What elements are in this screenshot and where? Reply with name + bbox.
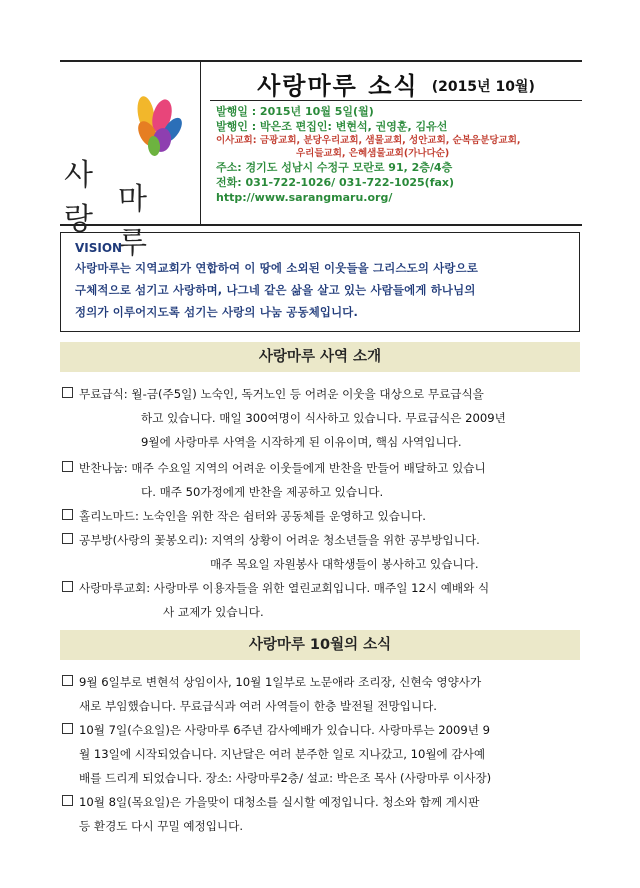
list-item: 홀리노마드: 노숙인을 위한 작은 쉼터와 공동체를 운영하고 있습니다.: [62, 504, 426, 528]
checkbox-icon: [62, 581, 73, 592]
checkbox-icon: [62, 533, 73, 544]
logo-text-bottom: 마루: [118, 182, 148, 261]
vision-text: [75, 257, 569, 323]
checkbox-icon: [62, 509, 73, 520]
phone-line: 전화: 031-722-1026/ 031-722-1025(fax): [216, 176, 455, 189]
list-item: 10월 7일(수요일)은 사랑마루 6주년 감사예배가 있습니다. 사랑마루는 2009년 9: [62, 718, 490, 742]
list-item-cont: 배를 드리게 되었습니다. 장소: 사랑마루2층/ 설교: 박은조 목사 (사랑마루 이사장): [79, 771, 492, 785]
checkbox-icon: [62, 723, 73, 734]
list-item-cont: 사 교제가 있습니다.: [163, 605, 264, 619]
list-item: 무료급식: 월-금(주5일) 노숙인, 독거노인 등 어려운 이웃을 대상으로 무료급식을: [62, 382, 484, 406]
list-item-cont: 매주 목요일 자원봉사 대학생들이 봉사하고 있습니다.: [210, 557, 479, 571]
vision-line-1: 사랑마루는 지역교회가 연합하여 이 땅에 소외된 이웃들을 그리스도의 사랑으로: [75, 261, 479, 275]
list-item-cont: 다. 매주 50가정에게 반찬을 제공하고 있습니다.: [141, 485, 384, 499]
title-row: [210, 62, 582, 101]
vision-box: [60, 232, 580, 332]
list-item-cont: 등 환경도 다시 꾸밀 예정입니다.: [79, 819, 244, 833]
churches-line-2: 우리들교회, 은혜샘물교회(가나다순): [296, 148, 450, 159]
checkbox-icon: [62, 795, 73, 806]
churches-line-1: 이사교회: 금광교회, 분당우리교회, 샘물교회, 성안교회, 순복음분당교회,: [216, 135, 521, 146]
checkbox-icon: [62, 461, 73, 472]
list-item: 반찬나눔: 매주 수요일 지역의 어려운 이웃들에게 반찬을 만들어 배달하고 있습니: [62, 456, 486, 480]
list-item-cont: 9월에 사랑마루 사역을 시작하게 된 이유이며, 핵심 사역입니다.: [141, 435, 462, 449]
section-title-ministry: 사랑마루 사역 소개: [60, 342, 580, 372]
list-item: 9월 6일부로 변현석 상임이사, 10월 1일부로 노문애라 조리장, 신현숙 영양사가: [62, 670, 481, 694]
checkbox-icon: [62, 675, 73, 686]
list-item-cont: 하고 있습니다. 매일 300여명이 식사하고 있습니다. 무료급식은 2009년: [141, 411, 506, 425]
vision-line-3: 정의가 이루어지도록 섬기는 사랑의 나눔 공동체입니다.: [75, 305, 359, 319]
vision-title: VISION: [75, 241, 123, 255]
list-item-cont: 새로 부임했습니다. 무료급식과 여러 사역들이 한층 발전될 전망입니다.: [79, 699, 437, 713]
issue-date: 발행일 : 2015년 10월 5일(월): [216, 105, 374, 118]
address-line: 주소: 경기도 성남시 수정구 모란로 91, 2층/4층: [216, 161, 453, 174]
list-item: 공부방(사랑의 꽃봉오리): 지역의 상황이 어려운 청소년들을 위한 공부방입니다.: [62, 528, 480, 552]
newsletter-date: (2015년 10월): [431, 79, 535, 95]
list-item-cont: 월 13일에 시작되었습니다. 지난달은 여러 분주한 일로 지나갔고, 10월에 감사예: [79, 747, 486, 761]
list-item: 10월 8일(목요일)은 가을맞이 대청소를 실시할 예정입니다. 청소와 함께 게시판: [62, 790, 479, 814]
vision-line-2: 구체적으로 섬기고 사랑하며, 나그네 같은 삶을 살고 있는 사람들에게 하나님의: [75, 283, 476, 297]
checkbox-icon: [62, 387, 73, 398]
newsletter-title: 사랑마루 소식: [257, 72, 419, 100]
heart-leaf-logo-icon: [128, 94, 188, 164]
list-item: 사랑마루교회: 사랑마루 이용자들을 위한 열린교회입니다. 매주일 12시 예배와 식: [62, 576, 489, 600]
website-link[interactable]: http://www.sarangmaru.org/: [216, 191, 393, 204]
publication-info: [210, 62, 582, 224]
section-title-news: 사랑마루 10월의 소식: [60, 630, 580, 660]
publisher-line: 발행인 : 박은조 편집인: 변현석, 권영훈, 김유선: [216, 120, 448, 133]
logo-text-top: 사랑: [64, 158, 94, 237]
